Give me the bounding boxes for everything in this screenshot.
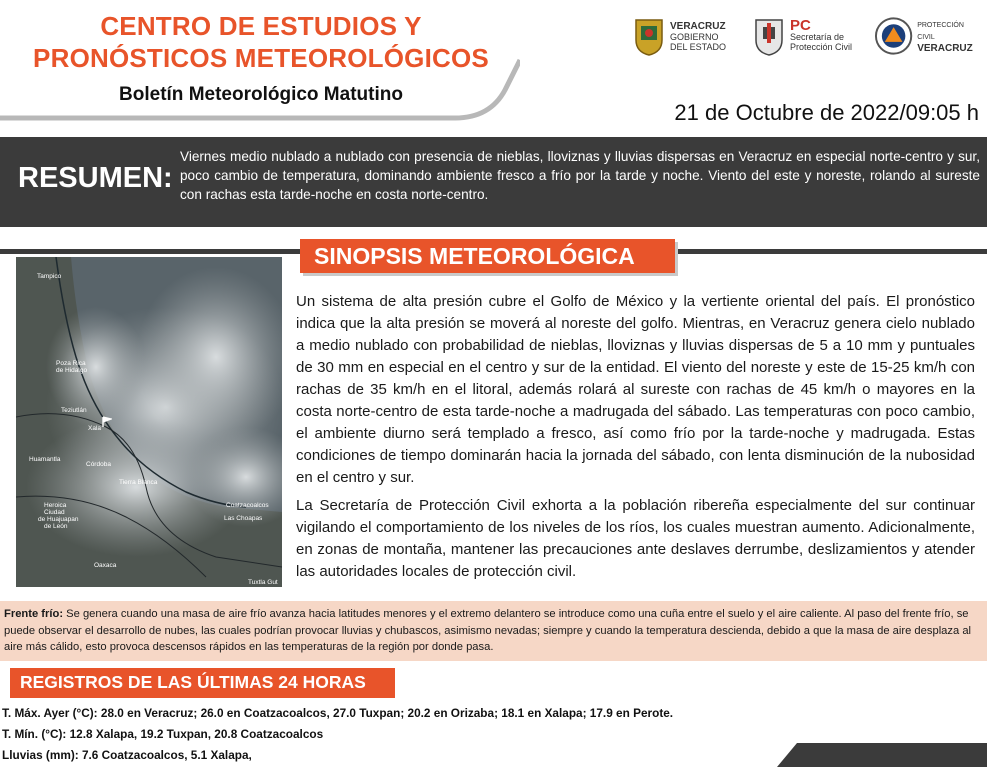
- logos-bar: [632, 12, 982, 64]
- registros-list: [0, 706, 987, 767]
- registros-title: REGISTROS DE LAS ÚLTIMAS 24 HORAS: [20, 672, 366, 692]
- map-label-tierra-blanca: Tierra Blanca: [119, 479, 158, 486]
- sinopsis-paragraph-1: Un sistema de alta presión cubre el Golfo de México y la vertiente oriental del país. El pronóstico indica que la alta presión se moverá al noreste del golfo. Mientras, en Veracruz genera cielo nublado a medio nublado con probabilidad de nieblas, lloviznas y lluvias dispersas de 5 a 10 mm y puntuales de 30 mm en especial en el centro y sur de la entidad. El viento del noreste y este de 15-25 km/h con rachas de 35 km/h en el litoral, además rolará al sureste con rachas de 45 km/h o mayores en la costa norte-centro de esta tarde-noche a madrugada del sábado. Las temperaturas con poco cambio, el ambiente diurno será templado a fresco, así como frío por la tarde-noche y madrugada. Estas condiciones de tiempo dominarán hacia la jornada del sábado, con lenta disminución de la nubosidad en el centro y sur.: [296, 293, 975, 486]
- map-label-huamantla: Huamantla: [29, 456, 61, 463]
- page-title: CENTRO DE ESTUDIOS Y PRONÓSTICOS METEOROLÓGICOS: [33, 11, 489, 73]
- map-label-de-hidalgo: de Hidalgo: [56, 367, 88, 374]
- map-label-de-leon: de León: [44, 523, 68, 530]
- frente-frio-text: Se genera cuando una masa de aire frío avanza hacia latitudes menores y el extremo delantero se introduce como una cuña entre el suelo y el aire caliente. Al paso del frente frío, se puede observar el desarrollo de nubes, las cuales podrían provocar lluvias y chubascos, asimismo nevadas; siempre y cuando la temperatura descienda, debido a que la masa de aire desplaza al aire más cálido, esto provoca descensos rápidos en las temperaturas de la región por donde pasa.: [4, 608, 972, 653]
- satellite-imagery: [16, 257, 282, 587]
- footer-corner-decoration: [737, 737, 987, 767]
- map-label-poza-rica: Poza Rica: [56, 360, 86, 367]
- map-label-las-choapas: Las Choapas: [224, 515, 263, 522]
- map-label-tuxtla: Tuxtla Gut: [248, 579, 278, 586]
- resumen-text: Viernes medio nublado a nublado con presencia de nieblas, lloviznas y lluvias dispersas en Veracruz en especial norte-centro y sur, poco cambio de temperatura, dominando ambiente fresco a frío por la tarde y noche. Viento del este y noreste, rolando al sureste con rachas esta tarde-noche en costa norte-centro.: [180, 149, 980, 202]
- resumen-band: [0, 137, 987, 227]
- proteccion-civil-emblem-icon: [874, 16, 913, 56]
- proteccion-civil-logo: PROTECCIÓN CIVIL VERACRUZ: [874, 12, 982, 60]
- veracruz-crest-icon: [632, 16, 666, 56]
- bulletin-subtitle: Boletín Meteorológico Matutino: [119, 84, 403, 105]
- map-label-heroica: Heroica: [44, 502, 67, 509]
- pc-logo: PC Secretaría de Protección Civil: [752, 12, 852, 60]
- bulletin-datetime: 21 de Octubre de 2022/09:05 h: [674, 100, 979, 125]
- frente-frio-box: [0, 601, 987, 661]
- sinopsis-paragraph-2: La Secretaría de Protección Civil exhorta a la población ribereña especialmente del sur continuar vigilando el comportamiento de los niveles de los ríos, los cuales muestran aumento. Adicionalmente, en zonas de montaña, mantener las precauciones ante deslaves derrumbe, deslizamientos y atender las autoridades locales de protección civil.: [296, 497, 975, 580]
- registro-tmax: T. Máx. Ayer (°C): 28.0 en Veracruz; 26.0 en Coatzacoalcos, 27.0 Tuxpan; 20.2 en Orizaba; 18.1 en Xalapa; 17.9 en Perote.: [2, 706, 674, 720]
- map-label-oaxaca: Oaxaca: [94, 562, 117, 569]
- satellite-map-image: [16, 257, 282, 587]
- frente-frio-label: Frente frío:: [4, 608, 64, 620]
- registro-tmin: T. Mín. (°C): 12.8 Xalapa, 19.2 Tuxpan, 20.8 Coatzacoalcos: [2, 727, 324, 741]
- map-label-xalapa: Xala: [88, 425, 102, 432]
- map-label-cordoba: Córdoba: [86, 461, 111, 468]
- sinopsis-title: SINOPSIS METEOROLÓGICA: [314, 243, 635, 269]
- map-label-tampico: Tampico: [37, 273, 62, 280]
- map-label-ciudad: Ciudad: [44, 509, 65, 516]
- veracruz-logo: VERACRUZ GOBIERNO DEL ESTADO: [632, 12, 726, 60]
- map-label-coatzacoalcos: Coatzacoalcos: [226, 502, 269, 509]
- map-label-tezuitlan: Teziutlán: [61, 407, 87, 414]
- sinopsis-body: [296, 291, 975, 589]
- pc-crest-icon: [752, 16, 786, 56]
- map-label-de-huajuapan: de Huajuapan: [38, 516, 79, 523]
- registro-lluvias: Lluvias (mm): 7.6 Coatzacoalcos, 5.1 Xalapa,: [2, 748, 252, 762]
- flag-icon: [102, 416, 112, 428]
- resumen-label: RESUMEN:: [18, 162, 173, 194]
